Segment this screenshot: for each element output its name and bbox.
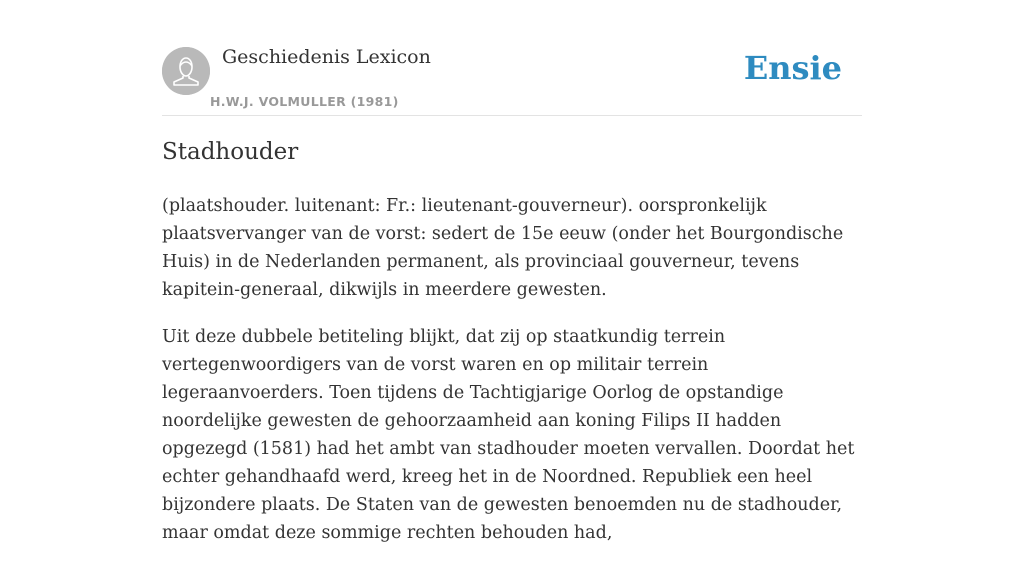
book-title-link[interactable]: Geschiedenis Lexicon xyxy=(222,46,431,68)
entry-body xyxy=(162,192,864,566)
paragraph: (plaatshouder. luitenant: Fr.: lieutenant-gouverneur). oorspronkelijk plaatsvervanger van de vorst: sedert de 15e eeuw (onder het Bourgondische Huis) in de Nederlanden permanent, als provinciaal gouverneur, tevens kapitein-generaal, dikwijls in meerdere gewesten. xyxy=(162,196,844,300)
page-header xyxy=(162,0,862,116)
entry-title: Stadhouder xyxy=(162,139,299,165)
paragraph: Uit deze dubbele betiteling blijkt, dat zij op staatkundig terrein vertegenwoordigers van de vorst waren en op militair terrein legeraanvoerders. Toen tijdens de Tachtigjarige Oorlog de opstandige noordelijke gewesten de gehoorzaamheid aan koning Filips II hadden opgezegd (1581) had het ambt van stadhouder moeten vervallen. Doordat het echter gehandhaafd werd, kreeg het in de Noordned. Republiek een heel bijzondere plaats. De Staten van de gewesten benoemden nu de stadhouder, maar omdat deze sommige rechten behouden had, xyxy=(162,327,855,543)
user-avatar-icon xyxy=(162,47,210,95)
author-label: H.W.J. VOLMULLER (1981) xyxy=(210,94,399,109)
page-container xyxy=(162,0,862,543)
ensie-logo-link[interactable]: Ensie xyxy=(743,49,842,87)
